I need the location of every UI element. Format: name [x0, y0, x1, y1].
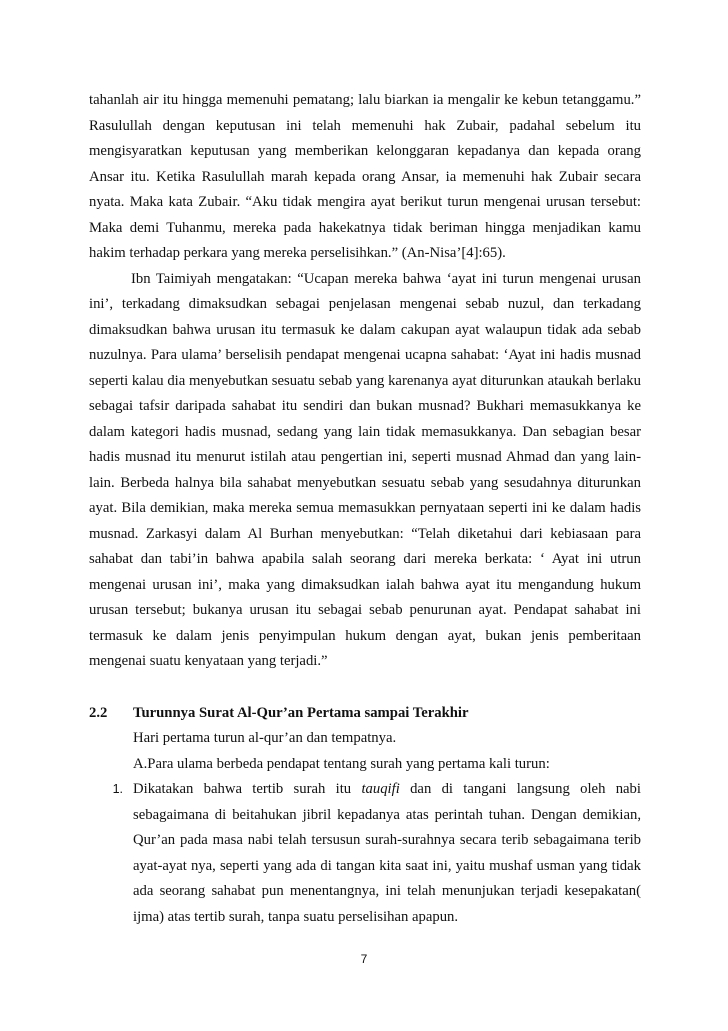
- list-item: [89, 777, 641, 930]
- section-line: A.Para ulama berbeda pendapat tentang surah yang pertama kali turun:: [133, 755, 550, 772]
- page-body: [89, 88, 641, 930]
- paragraph: tahanlah air itu hingga memenuhi pematang; lalu biarkan ia mengalir ke kebun tetanggamu.” Rasulullah dengan keputusan ini telah memenuhi hak Zubair, padahal sebelum itu mengisyaratkan keputusan yang memberikan kelonggaran kepadanya dan kepada orang Ansar itu. Ketika Rasulullah marah kepada orang Ansar, ia memenuhi hak Zubair secara nyata. Maka kata Zubair. “Aku tidak mengira ayat berikut turun mengenai urusan tersebut: Maka demi Tuhanmu, mereka pada hakekatnya tidak beriman hingga menjadikan kamu hakim terhadap perkara yang mereka perselisihkan.” (An-Nisa’[4]:65).: [89, 92, 641, 261]
- list-item-text: [133, 777, 641, 930]
- list-marker: 1.: [112, 782, 123, 796]
- list-text-part: dan di tangani langsung oleh nabi sebagaimana di beitahukan jibril kepadanya atas perintah tuhan. Dengan demikian, Qur’an pada masa nabi telah tersusun surah-surahnya secara terib sebagaimana terib ayat-ayat nya, seperti yang ada di tangan kita saat ini, yaitu mushaf usman yang tidak ada seorang sahabat pun menentangnya, ini telah menunjukan terjadi kesepakatan( ijma) atas tertib surah, tanpa suatu perselisihan apapun.: [133, 781, 641, 925]
- paragraph: Ibn Taimiyah mengatakan: “Ucapan mereka bahwa ‘ayat ini turun mengenai urusan ini’, terkadang dimaksudkan sebagai penjelasan mengenai sebab nuzul, dan terkadang dimaksudkan bahwa urusan itu termasuk ke dalam cakupan ayat walaupun tidak ada sebab nuzulnya. Para ulama’ berselisih pendapat mengenai ucapna sahabat: ‘Ayat ini hadis musnad seperti kalau dia menyebutkan sesuatu sebab yang karenanya ayat diturunkan ataukah berlaku sebagai tafsir daripada sahabat itu sendiri dan bukan musnad? Bukhari memasukkanya ke dalam kategori hadis musnad, sedang yang lain tidak memasukkanya. Dan sebagian besar hadis musnad itu menurut istilah atau pengertian ini, seperti musnad Ahmad dan yang lain-lain. Berbeda halnya bila sahabat menyebutkan sesuatu sebab yang sesudahnya diturunkan ayat. Bila demikian, maka mereka semua memasukkan pernyataan seperti ini ke dalam hadis musnad. Zarkasyi dalam Al Burhan menyebutkan: “Telah diketahui dari kebiasaan para sahabat dan tabi’in bahwa apabila salah seorang dari mereka berkata: ‘ Ayat ini utrun mengenai urusan ini’, maka yang dimaksudkan ialah bahwa ayat itu mengandung hukum urusan tersebut; bukanya urusan itu sebagai sebab penurunan ayat. Pendapat sahabat ini termasuk ke dalam jenis penyimpulan hukum dengan ayat, bukan jenis pemberitaan mengenai suatu kenyataan yang terjadi.”: [89, 270, 641, 669]
- section-number: 2.2: [89, 704, 108, 721]
- list-text-part: Dikatakan bahwa tertib surah itu: [133, 781, 362, 797]
- italic-term: tauqifi: [361, 781, 400, 797]
- section-title: Turunnya Surat Al-Qur’an Pertama sampai Terakhir: [133, 704, 469, 721]
- page-number: 7: [360, 952, 368, 966]
- section-line: Hari pertama turun al-qur’an dan tempatnya.: [133, 730, 397, 746]
- section-heading: [89, 701, 641, 727]
